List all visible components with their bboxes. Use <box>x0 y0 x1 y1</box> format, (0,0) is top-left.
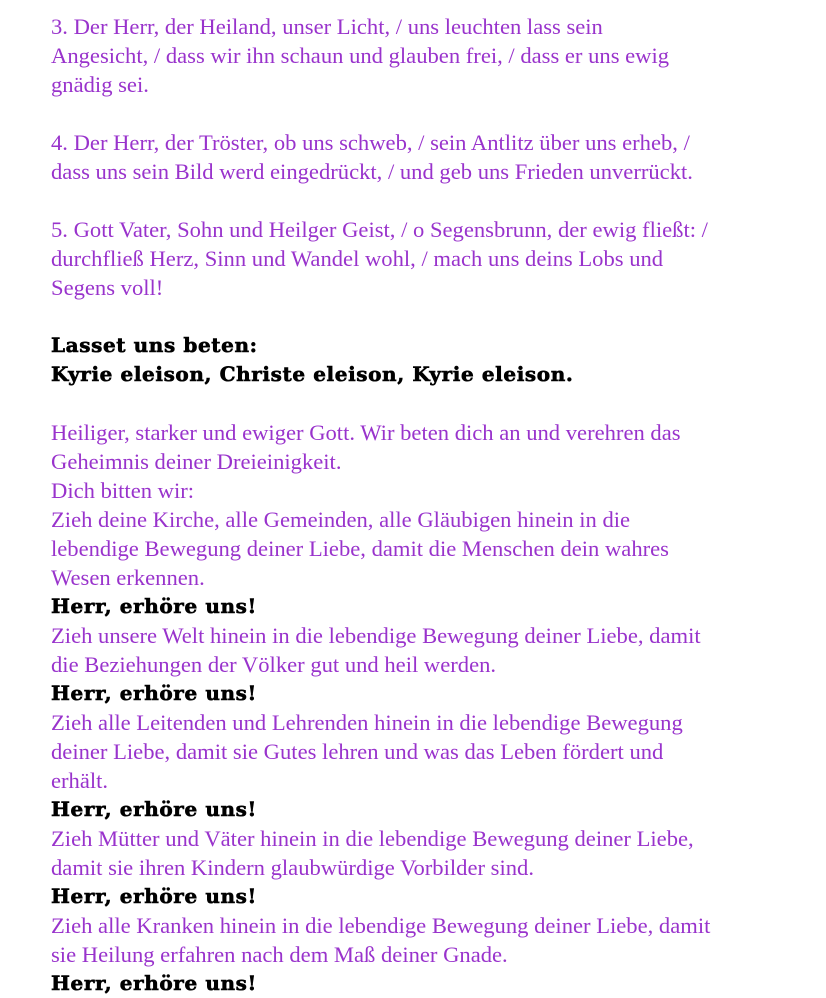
stanza-line: durchfließ Herz, Sinn und Wandel wohl, / mach uns deins Lobs und <box>51 246 664 271</box>
stanza-line: 5. Gott Vater, Sohn und Heilger Geist, / o Segensbrunn, der ewig fließt: / <box>51 217 708 242</box>
petition-response: Herr, erhöre uns! <box>51 681 257 705</box>
petition-1 <box>51 505 811 621</box>
petition-line: lebendige Bewegung deiner Liebe, damit die Menschen dein wahres <box>51 536 669 561</box>
invocation-line: Dich bitten wir: <box>51 478 195 503</box>
stanza-line: gnädig sei. <box>51 72 149 97</box>
petition-line: damit sie ihren Kindern glaubwürdige Vorbilder sind. <box>51 855 534 880</box>
kyrie-line: Kyrie eleison, Christe eleison, Kyrie eleison. <box>51 362 574 386</box>
petition-4 <box>51 824 811 911</box>
document-page <box>51 12 811 998</box>
paragraph-gap <box>51 302 811 331</box>
stanza-3 <box>51 12 811 99</box>
petition-line: sie Heilung erfahren nach dem Maß deiner Gnade. <box>51 942 508 967</box>
paragraph-gap <box>51 389 811 418</box>
petition-2 <box>51 621 811 708</box>
stanza-line: Angesicht, / dass wir ihn schaun und glauben frei, / dass er uns ewig <box>51 43 670 68</box>
petition-line: Zieh unsere Welt hinein in die lebendige Bewegung deiner Liebe, damit <box>51 623 701 648</box>
petition-response: Herr, erhöre uns! <box>51 971 257 995</box>
invocation-line: Heiliger, starker und ewiger Gott. Wir beten dich an und verehren das <box>51 420 681 445</box>
petition-response: Herr, erhöre uns! <box>51 797 257 821</box>
petition-line: Zieh Mütter und Väter hinein in die lebendige Bewegung deiner Liebe, <box>51 826 694 851</box>
stanza-5 <box>51 215 811 302</box>
petition-line: erhält. <box>51 768 109 793</box>
petition-line: Zieh alle Kranken hinein in die lebendige Bewegung deiner Liebe, damit <box>51 913 711 938</box>
paragraph-gap <box>51 186 811 215</box>
stanza-line: dass uns sein Bild werd eingedrückt, / und geb uns Frieden unverrückt. <box>51 159 693 184</box>
petition-line: deiner Liebe, damit sie Gutes lehren und was das Leben fördert und <box>51 739 664 764</box>
stanza-line: 3. Der Herr, der Heiland, unser Licht, / uns leuchten lass sein <box>51 14 603 39</box>
prayer-title: Lasset uns beten: <box>51 333 258 357</box>
petition-line: Wesen erkennen. <box>51 565 205 590</box>
stanza-line: 4. Der Herr, der Tröster, ob uns schweb, / sein Antlitz über uns erheb, / <box>51 130 690 155</box>
stanza-line: Segens voll! <box>51 275 164 300</box>
petition-line: Zieh deine Kirche, alle Gemeinden, alle Gläubigen hinein in die <box>51 507 631 532</box>
petition-line: die Beziehungen der Völker gut und heil werden. <box>51 652 497 677</box>
stanza-4 <box>51 128 811 186</box>
petition-response: Herr, erhöre uns! <box>51 884 257 908</box>
invocation <box>51 418 811 505</box>
petition-3 <box>51 708 811 824</box>
petition-response: Herr, erhöre uns! <box>51 594 257 618</box>
invocation-line: Geheimnis deiner Dreieinigkeit. <box>51 449 342 474</box>
petition-5 <box>51 911 811 998</box>
petition-line: Zieh alle Leitenden und Lehrenden hinein in die lebendige Bewegung <box>51 710 683 735</box>
paragraph-gap <box>51 99 811 128</box>
prayer-intro <box>51 331 811 389</box>
